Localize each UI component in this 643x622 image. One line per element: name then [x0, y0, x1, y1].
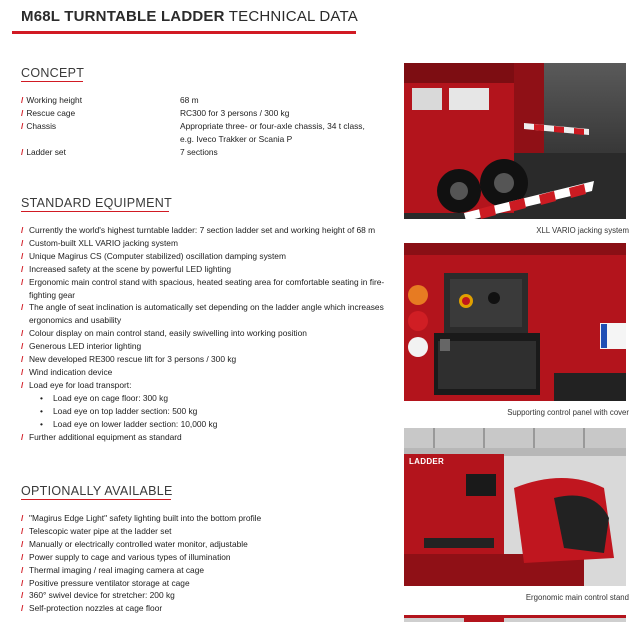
list-item: / The angle of seat inclination is automatically set depending on the ladder angle which increases ergonomics and usability	[21, 302, 384, 326]
list-item: / Power supply to cage and various types of illumination	[21, 551, 231, 562]
title-underline	[12, 31, 356, 34]
optional-list	[21, 512, 399, 615]
spec-label: / Ladder set	[21, 147, 66, 157]
concept-underline	[21, 81, 83, 82]
control-panel-photo	[404, 243, 626, 401]
list-item: / Positive pressure ventilator storage at cage	[21, 577, 190, 588]
optional-underline	[21, 499, 171, 500]
list-item: / Thermal imaging / real imaging camera at cage	[21, 564, 205, 575]
list-item: / Colour display on main control stand, easily swivelling into working position	[21, 328, 307, 339]
standard-underline	[21, 211, 169, 212]
jacking-system-photo	[404, 63, 626, 219]
list-item: / Custom-built XLL VARIO jacking system	[21, 237, 178, 248]
spec-value: 7 sections	[180, 147, 218, 157]
spec-value: 68 m	[180, 95, 199, 105]
spec-label: / Working height	[21, 95, 83, 105]
spec-label: / Chassis	[21, 121, 57, 131]
optional-heading: OPTIONALLY AVAILABLE	[21, 484, 173, 498]
list-item: / Generous LED interior lighting	[21, 341, 142, 352]
ladder-label: LADDER	[409, 457, 445, 466]
standard-heading: STANDARD EQUIPMENT	[21, 196, 173, 210]
partial-photo	[404, 612, 626, 622]
list-item: / 360° swivel device for stretcher: 200 kg	[21, 590, 175, 601]
spec-label: / Rescue cage	[21, 108, 76, 118]
control-stand-photo	[404, 428, 626, 586]
list-item: / Currently the world's highest turntable ladder: 7 section ladder set and working height of 68 m	[21, 225, 376, 235]
list-item: / Wind indication device	[21, 366, 113, 377]
list-item: / "Magirus Edge Light" safety lighting built into the bottom profile	[21, 513, 262, 523]
list-item: / Manually or electrically controlled water monitor, adjustable	[21, 538, 248, 549]
list-item: / Self-protection nozzles at cage floor	[21, 603, 163, 614]
list-item: / Ergonomic main control stand with spacious, heated seating area for comfortable seating in fire-fighting gear	[21, 276, 385, 300]
list-item: / Further additional equipment as standard	[21, 431, 182, 442]
list-item: / New developed RE300 rescue lift for 3 persons / 300 kg	[21, 354, 237, 365]
list-subitem: • Load eye on lower ladder section: 10,000 kg	[21, 418, 399, 431]
list-item: / Increased safety at the scene by powerful LED lighting	[21, 263, 232, 274]
list-item: / Load eye for load transport:	[21, 379, 132, 390]
list-item: / Telescopic water pipe at the ladder set	[21, 525, 172, 536]
list-subitem: • Load eye on cage floor: 300 kg	[21, 392, 399, 405]
concept-heading: CONCEPT	[21, 66, 85, 80]
spec-value: RC300 for 3 persons / 300 kg	[180, 108, 290, 118]
photo-caption: Ergonomic main control stand	[525, 593, 629, 602]
list-subitem: • Load eye on top ladder section: 500 kg	[21, 405, 399, 418]
spec-value: Appropriate three- or four-axle chassis, 34 t class,	[180, 121, 365, 131]
list-item: / Unique Magirus CS (Computer stabilized) oscillation damping system	[21, 250, 286, 261]
page-title: M68L TURNTABLE LADDER TECHNICAL DATA	[21, 8, 358, 25]
photo-caption: XLL VARIO jacking system	[536, 226, 629, 235]
photo-caption: Supporting control panel with cover	[507, 408, 629, 417]
standard-list	[21, 224, 399, 443]
spec-value-cont: e.g. Iveco Trakker or Scania P	[180, 134, 293, 144]
